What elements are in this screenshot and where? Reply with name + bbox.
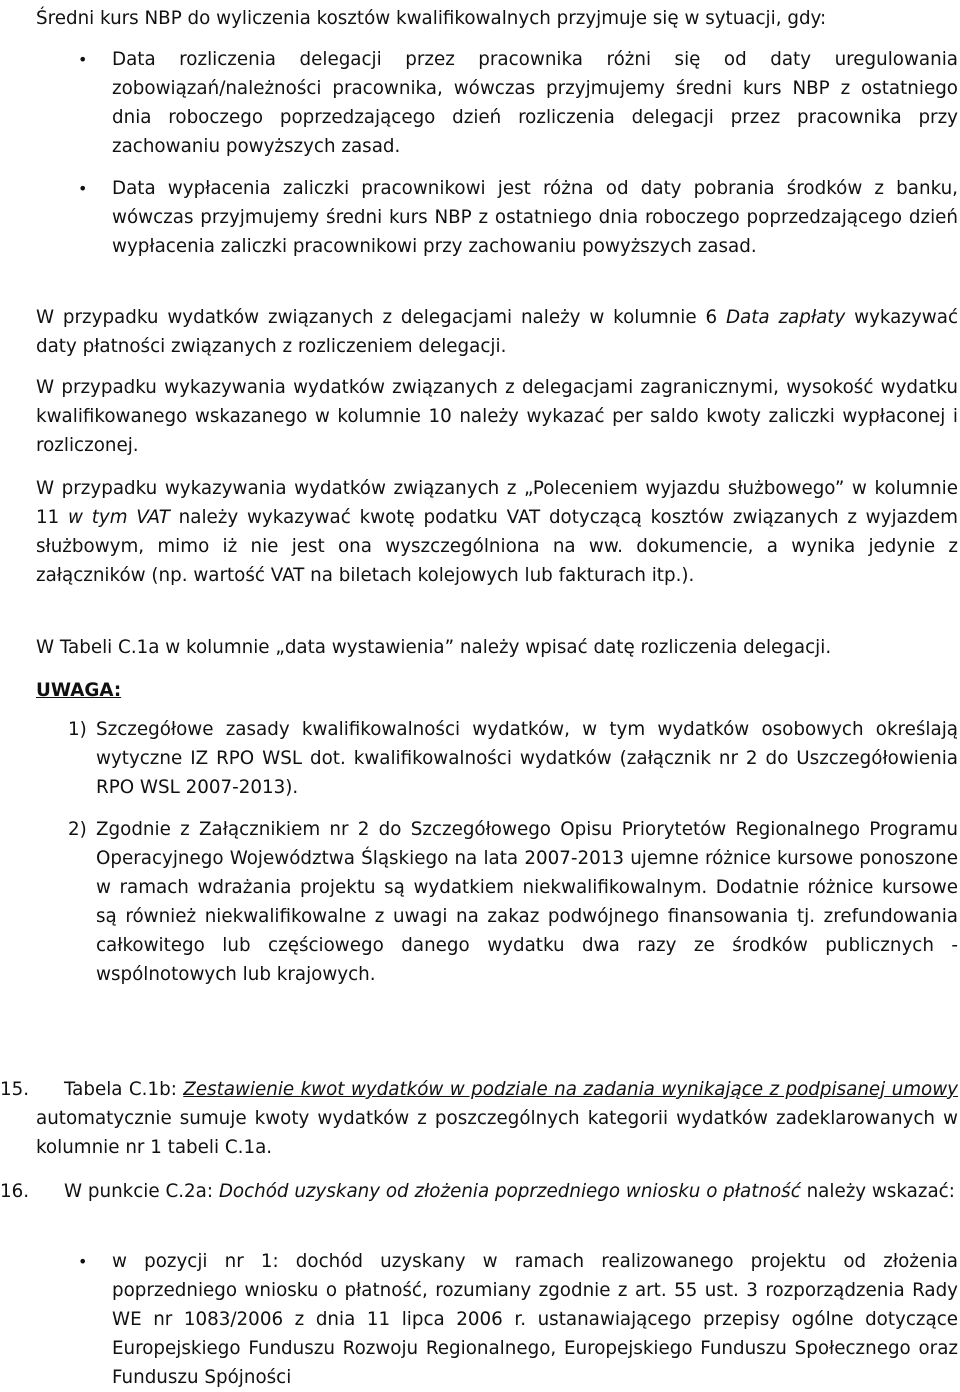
section-number: 15. bbox=[0, 1079, 30, 1100]
text-run: wykazywać daty płatności związanych z rozliczeniem delegacji. bbox=[36, 307, 958, 357]
italic-term: Data zapłaty bbox=[725, 307, 846, 328]
text-run: należy wykazywać kwotę podatku VAT dotyczącą kosztów związanych z wyjazdem służbowym, mimo iż nie jest ona wyszczególniona na ww. dokumencie, a wynika jedynie z załączników (np. wartość VAT na biletach kolejowych lub fakturach itp.). bbox=[36, 507, 958, 586]
text-run: W przypadku wydatków związanych z delegacjami należy w kolumnie 6 bbox=[36, 307, 726, 328]
section-number: 16. bbox=[0, 1181, 30, 1202]
item-number: 1) bbox=[68, 719, 87, 740]
paragraph-delegacje bbox=[36, 303, 958, 361]
text-run: W punkcie C.2a: bbox=[64, 1181, 219, 1202]
text-run: W przypadku wykazywania wydatków związanych z „Poleceniem wyjazdu służbowego” w kolumnie 11 bbox=[36, 478, 958, 528]
paragraph-tabela: W Tabeli C.1a w kolumnie „data wystawienia” należy wpisać datę rozliczenia delegacji. bbox=[36, 637, 832, 658]
bullet-item: • Data rozliczenia delegacji przez pracownika różni się od daty uregulowania zobowiązań/należności pracownika, wówczas przyjmujemy średni kurs NBP z ostatniego dnia roboczego poprzedzającego dzień rozliczenia delegacji przez pracownika przy zachowaniu powyższych zasad. bbox=[112, 45, 958, 161]
italic-term: w tym VAT bbox=[68, 507, 170, 528]
intro-paragraph: Średni kurs NBP do wyliczenia kosztów kwalifikowalnych przyjmuje się w sytuacji, gdy: bbox=[36, 8, 827, 29]
text-run: należy wskazać: bbox=[800, 1181, 955, 1202]
paragraph-zagraniczne: W przypadku wykazywania wydatków związanych z delegacjami zagranicznymi, wysokość wydatku kwalifikowanego wskazanego w kolumnie 10 należy wykazać per saldo kwoty zaliczki wypłaconej i rozliczonej. bbox=[36, 377, 958, 456]
text-run: automatycznie sumuje kwoty wydatków z poszczególnych kategorii wydatków zadeklarowanych w kolumnie nr 1 tabeli C.1a. bbox=[36, 1108, 958, 1158]
bullet-item: • Data wypłacenia zaliczki pracownikowi jest różna od daty pobrania środków z banku, wówczas przyjmujemy średni kurs NBP z ostatniego dnia roboczego poprzedzającego dzień wypłacenia zaliczki pracownikowi przy zachowaniu powyższych zasad. bbox=[112, 174, 958, 261]
italic-term: Zestawienie kwot wydatków w podziale na zadania wynikające z podpisanej umowy bbox=[183, 1079, 958, 1100]
item-number: 2) bbox=[68, 819, 87, 840]
section-15 bbox=[0, 1075, 958, 1162]
section-16 bbox=[0, 1177, 958, 1206]
uwaga-heading: UWAGA: bbox=[36, 680, 122, 701]
item-text: Szczegółowe zasady kwalifikowalności wydatków, w tym wydatków osobowych określają wytyczne IZ RPO WSL dot. kwalifikowalności wydatków (załącznik nr 2 do Uszczegółowienia RPO WSL 2007-2013). bbox=[96, 719, 958, 798]
item-text: Zgodnie z Załącznikiem nr 2 do Szczegółowego Opisu Priorytetów Regionalnego Programu Operacyjnego Województwa Śląskiego na lata 2007-2013 ujemne różnice kursowe ponoszone w ramach wdrażania projektu są wydatkiem niekwalifikowalnym. Dodatnie różnice kursowe są również niekwalifikowalne z uwagi na zakaz podwójnego finansowania tj. zrefundowania całkowitego lub częściowego danego wydatku dwa razy ze środków publicznych - wspólnotowych lub krajowych. bbox=[96, 819, 958, 985]
text-run: Tabela C.1b: bbox=[64, 1079, 184, 1100]
paragraph-polecenie bbox=[36, 474, 958, 590]
uwaga-item bbox=[68, 715, 958, 802]
bullet-item: • w pozycji nr 1: dochód uzyskany w ramach realizowanego projektu od złożenia poprzedniego wniosku o płatność, rozumiany zgodnie z art. 55 ust. 3 rozporządzenia Rady WE nr 1083/2006 z dnia 11 lipca 2006 r. ustanawiającego przepisy ogólne dotyczące Europejskiego Funduszu Rozwoju Regionalnego, Europejskiego Funduszu Społecznego oraz Funduszu Spójności bbox=[112, 1247, 958, 1392]
uwaga-item bbox=[68, 815, 958, 989]
italic-term: Dochód uzyskany od złożenia poprzedniego wniosku o płatność bbox=[218, 1181, 801, 1202]
